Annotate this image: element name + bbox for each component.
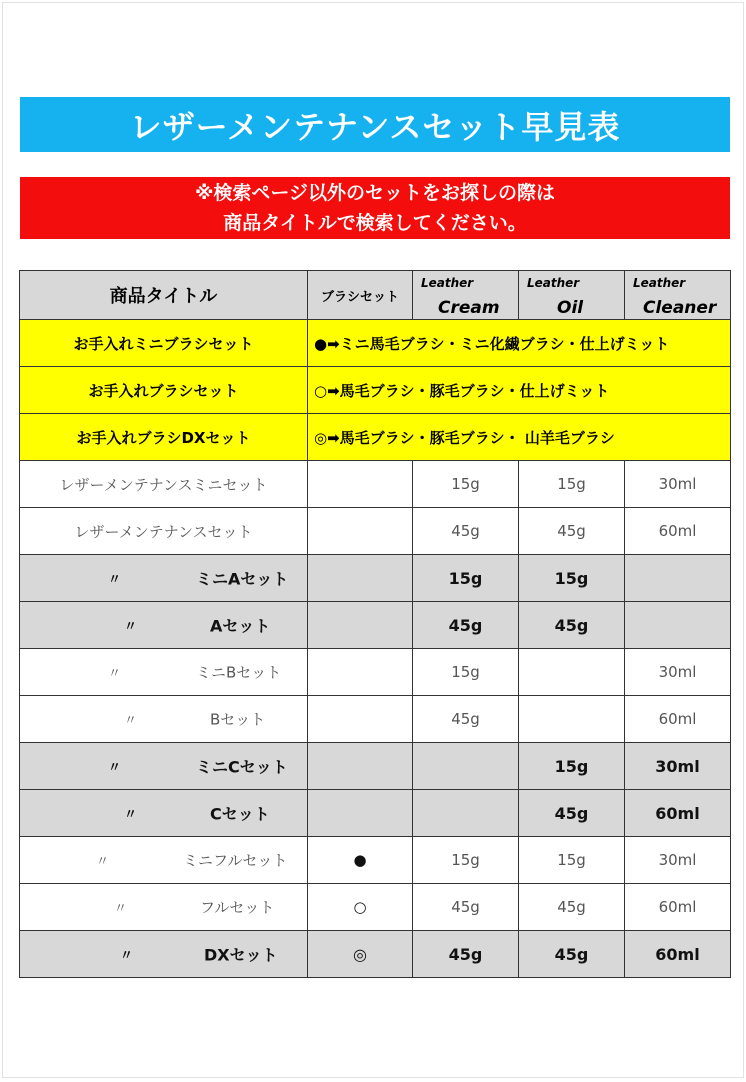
brush-set-name: お手入れミニブラシセット	[20, 320, 308, 367]
header-cream-small: Leather	[421, 276, 474, 290]
set-name: DXセット	[204, 945, 278, 965]
oil-cell: 15g	[519, 837, 625, 884]
table-row	[20, 790, 731, 837]
brush-cell	[308, 602, 413, 649]
cleaner-cell: 30ml	[625, 743, 731, 790]
cream-cell	[413, 790, 519, 837]
price-chart-page	[2, 2, 744, 1078]
header-oil-big: Oil	[557, 298, 584, 318]
cleaner-cell: 60ml	[625, 884, 731, 931]
header-leather-cleaner	[625, 271, 731, 320]
header-brush-set: ブラシセット	[308, 271, 413, 320]
cleaner-cell: 30ml	[625, 649, 731, 696]
brush-cell	[308, 555, 413, 602]
brush-set-desc: ◎➡馬毛ブラシ・豚毛ブラシ・ 山羊毛ブラシ	[308, 414, 731, 461]
brush-cell	[308, 461, 413, 508]
cream-cell	[413, 743, 519, 790]
oil-cell: 45g	[519, 884, 625, 931]
set-name-cell	[20, 461, 308, 508]
header-cleaner-small: Leather	[633, 276, 686, 290]
brush-set-desc: ●➡ミニ馬毛ブラシ・ミニ化繊ブラシ・仕上げミット	[308, 320, 731, 367]
table-row	[20, 884, 731, 931]
ditto-mark: 〃	[108, 666, 122, 682]
set-name: フルセット	[200, 898, 275, 917]
set-name: ミニAセット	[196, 569, 289, 589]
oil-cell: 45g	[519, 508, 625, 555]
set-name-cell	[20, 602, 308, 649]
brush-set-row	[20, 320, 731, 367]
brush-set-row	[20, 367, 731, 414]
table-row	[20, 508, 731, 555]
brush-cell	[308, 790, 413, 837]
brush-cell: ○	[308, 884, 413, 931]
cleaner-cell: 60ml	[625, 508, 731, 555]
cleaner-cell: 60ml	[625, 790, 731, 837]
cleaner-cell: 60ml	[625, 696, 731, 743]
cream-cell: 15g	[413, 461, 519, 508]
table-row	[20, 649, 731, 696]
oil-cell: 15g	[519, 555, 625, 602]
table-row	[20, 931, 731, 978]
brush-cell	[308, 696, 413, 743]
cleaner-cell	[625, 555, 731, 602]
oil-cell	[519, 649, 625, 696]
ditto-mark: 〃	[124, 807, 138, 823]
set-name-cell	[20, 837, 308, 884]
table-row	[20, 696, 731, 743]
brush-cell: ◎	[308, 931, 413, 978]
brush-set-name: お手入れブラシDXセット	[20, 414, 308, 461]
set-name-cell	[20, 696, 308, 743]
brush-cell	[308, 743, 413, 790]
set-name-cell	[20, 931, 308, 978]
ditto-mark: 〃	[124, 619, 138, 635]
cream-cell: 15g	[413, 837, 519, 884]
table-row	[20, 743, 731, 790]
table-row	[20, 555, 731, 602]
oil-cell: 15g	[519, 743, 625, 790]
header-cream-big: Cream	[438, 298, 500, 318]
brush-cell	[308, 649, 413, 696]
set-name-cell	[20, 790, 308, 837]
cleaner-cell	[625, 602, 731, 649]
ditto-mark: 〃	[108, 760, 122, 776]
set-comparison-table	[19, 270, 731, 978]
brush-set-desc: ○➡馬毛ブラシ・豚毛ブラシ・仕上げミット	[308, 367, 731, 414]
ditto-mark: 〃	[96, 854, 110, 870]
oil-cell	[519, 696, 625, 743]
cream-cell: 15g	[413, 555, 519, 602]
search-notice-banner	[20, 177, 730, 239]
header-cleaner-big: Cleaner	[643, 298, 717, 318]
header-oil-small: Leather	[527, 276, 580, 290]
brush-cell	[308, 508, 413, 555]
page-title: レザーメンテナンスセット早見表	[20, 97, 730, 152]
set-name: ミニフルセット	[183, 851, 288, 870]
table-header-row	[20, 271, 731, 320]
oil-cell: 45g	[519, 790, 625, 837]
brush-set-row	[20, 414, 731, 461]
brush-set-name: お手入れブラシセット	[20, 367, 308, 414]
cream-cell: 15g	[413, 649, 519, 696]
cream-cell: 45g	[413, 602, 519, 649]
ditto-mark: 〃	[124, 713, 138, 729]
set-name-cell	[20, 884, 308, 931]
set-name: Aセット	[210, 616, 271, 636]
table-row	[20, 461, 731, 508]
cream-cell: 45g	[413, 931, 519, 978]
cream-cell: 45g	[413, 696, 519, 743]
cream-cell: 45g	[413, 884, 519, 931]
ditto-mark: 〃	[114, 901, 128, 917]
set-name: ミニBセット	[196, 663, 282, 682]
set-name-cell	[20, 508, 308, 555]
oil-cell: 45g	[519, 602, 625, 649]
brush-cell: ●	[308, 837, 413, 884]
notice-line-2: 商品タイトルで検索してください。	[223, 212, 527, 234]
ditto-mark: 〃	[120, 948, 134, 964]
cleaner-cell: 30ml	[625, 837, 731, 884]
set-name: レザーメンテナンスミニセット	[59, 475, 268, 494]
header-leather-oil	[519, 271, 625, 320]
table-row	[20, 837, 731, 884]
oil-cell: 15g	[519, 461, 625, 508]
header-leather-cream	[413, 271, 519, 320]
set-name: レザーメンテナンスセット	[74, 522, 253, 541]
cleaner-cell: 60ml	[625, 931, 731, 978]
table-row	[20, 602, 731, 649]
set-name-cell	[20, 555, 308, 602]
header-product-title: 商品タイトル	[20, 271, 308, 320]
cleaner-cell: 30ml	[625, 461, 731, 508]
cream-cell: 45g	[413, 508, 519, 555]
set-name: ミニCセット	[196, 757, 288, 777]
set-name-cell	[20, 649, 308, 696]
set-name-cell	[20, 743, 308, 790]
set-name: Bセット	[210, 710, 266, 729]
notice-line-1: ※検索ページ以外のセットをお探しの際は	[194, 182, 556, 204]
ditto-mark: 〃	[108, 572, 122, 588]
set-name: Cセット	[210, 804, 270, 824]
oil-cell: 45g	[519, 931, 625, 978]
